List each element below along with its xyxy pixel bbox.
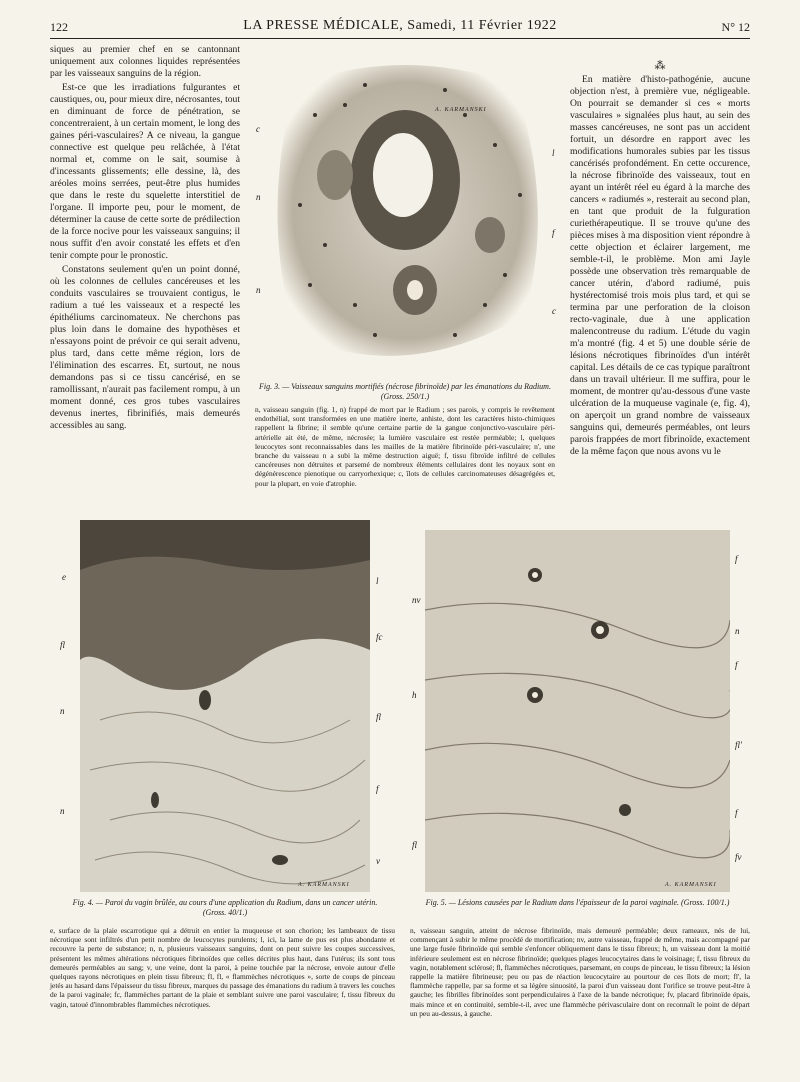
- figure-3-label: n: [256, 285, 261, 295]
- figure-4-artist: A. KARMANSKI: [298, 882, 350, 888]
- figure-4-label: f: [376, 784, 379, 794]
- figure-5-label: f: [735, 660, 738, 670]
- figure-4-label: n: [60, 806, 65, 816]
- figure-4-label: fl: [376, 712, 382, 722]
- right-paragraph: En matière d'histo-pathogénie, aucune objection n'est, à première vue, négligeable. On pourrait se demander si ces « morts vasculaires » signalées plus haut, au sein des masses cancéreuses, ne sont pas un accident fortuit, un désordre en rapport avec les modifications humorales subies par les tissus cancérisés profondément. En cette occurence, la nécrose fibrinoïde des vaisseaux, tout en ayant un intérêt réel eu égard à la marche des cancers « radiumés », resterait au second plan, en tant que produit de la fulguration curiethérapeutique. Il se trouve qu'une des pièces mises à ma disposition vient répondre à cette objection et éclairer largement, me semble-t-il, le problème. Mon ami Jayle possède une observation très remarquable de cancer utérin, d'abord radiumé, puis hystérectomisé trois mois plus tard, et qui se termina par une perforation de la cloison recto-vaginale, due à une application malencontreuse du radium. L'étude du vagin m'a montré (fig. 4 et 5) une double série de lésions nécrotiques fibrinoïdes d'un intérêt capital. Les détails de ce cas typique paraîtront dans un travail ultérieur. Il me suffira, pour le moment, de montrer qu'au-dessous d'une vaste ulcération de la muqueuse vaginale (e, fig. 4), on aperçoit un grand nombre de vaisseaux sanguins qui, demeurés perméables, ont leurs parois frappées de mort fibrinoïde, exactement de la même façon que nous avons vu le: [570, 74, 750, 457]
- figure-5-label: nv: [412, 595, 421, 605]
- figure-3-caption: Fig. 3. — Vaisseaux sanguins mortifiés (nécrose fibrinoïde) par les émanations du Radium. (Gross. 250/1.): [259, 382, 551, 401]
- figure-3-label: n: [256, 192, 261, 202]
- figure-3-artist: A. KARMANSKI: [435, 107, 487, 113]
- figure-5-label: f: [735, 554, 738, 564]
- figure-4-image: [80, 520, 370, 892]
- figure-4-label: v: [376, 856, 380, 866]
- figure-4-drawing: [80, 520, 370, 892]
- figure-5-label: fl': [735, 740, 742, 750]
- issue-number: N° 12: [721, 20, 750, 34]
- left-paragraph: Constatons seulement qu'en un point donné, où les colonnes de cellules cancéreuses et les conduits vasculaires se trouvaient contigus, le radium a tué les vaisseaux et a respecté les épithéliums carcinomateux. Ne cherchons pas plus loin dans le domaine des hypothèses et n'essayons point de prévoir ce qui serait advenu, plus tard, dans cette même région, lors de l'élimination des escarres. Et, surtout, ne nous demandons pas si ce tissu cancérisé, en se ramollissant, n'aurait pas facilement rompu, à un moment donné, ces gros tubes vasculaires devenus inertes, fibrinifiés, mais demeurés accessibles au sang.: [50, 264, 240, 431]
- figure-5-label: fv: [735, 852, 742, 862]
- header-rule: [50, 38, 750, 39]
- figure-5-drawing: [425, 530, 730, 892]
- figure-4-label: fc: [376, 632, 383, 642]
- figure-3-legend: n, vaisseau sanguin (fig. 1, n) frappé de mort par le Radium ; ses parois, y compris le revêtement endothélial, sont transformées en une matière inerte, anhiste, dont les caractères histo-chimiques rappellent la fibrine; il semble qu'une certaine partie de la gangue conjonctivo-vasculaire péri-artérielle ait été, de même, nécrosée; la lumière vasculaire est restée perméable; l, quelques leucocytes sont reconnaissables dans les mailles de la matière fibrinoïde péri-vasculaire; n', une branche du vaisseau n a subi la même destruction aiguë; f, tissu fibroïde infiltré de cellules cancéreuses non détruites et parsemé de nombreux éléments cellulaires dont les noyaux sont en dégénérescence pienotique ou carryorhexique; c, îlots de cellules carcinomateuses désagrégées et, pour la plupart, en voie d'atrophie.: [255, 405, 555, 488]
- figure-4-label: n: [60, 706, 65, 716]
- figure-5-image: [425, 530, 730, 892]
- figure-5-label: h: [412, 690, 417, 700]
- figure-3-drawing: [255, 45, 555, 375]
- left-column: [50, 44, 240, 434]
- journal-title: LA PRESSE MÉDICALE, Samedi, 11 Février 1922: [243, 18, 557, 33]
- figure-5-label: n: [735, 626, 740, 636]
- figure-4-caption: Fig. 4. — Paroi du vagin brûlée, au cours d'une application du Radium, dans un cancer utérin. (Gross. 40/1.): [72, 898, 378, 917]
- figure-3-image: [255, 45, 555, 375]
- figure-5-caption: Fig. 5. — Lésions causées par le Radium dans l'épaisseur de la paroi vaginale. (Gross. 100/1.): [425, 898, 730, 907]
- figure-5-label: fl: [412, 840, 418, 850]
- page-number: 122: [50, 20, 68, 34]
- page-header: [50, 18, 750, 38]
- figure-5-label: f: [735, 808, 738, 818]
- figure-4-legend: e, surface de la plaie escarrotique qui a détruit en entier la muqueuse et son chorion; les lambeaux de tissu nécrotique sont infiltrés d'un petit nombre de leucocytes purulents; l, ici, la lame de pus est plus abondante et recouvre la perte de substance; n, n, plusieurs vaisseaux sanguins, dont on peut suivre les coupes successives, présentent les mêmes altérations nécrotiques fibrinoïdes que celles décrites plus haut, dans l'utérus; ils sont tous demeurés perméables au sang; v, une veine, dont la paroi, à peine touchée par la nécrose, envoie autour d'elle quelques rayons nécrotiques en plein tissu fibreux; fl, fl, « flammèches nécrotiques », sorte de coups de pinceau jetés au hasard dans l'épaisseur du tissu fibreux, marques du passage des émanations du radium à travers les couches de la paroi vaginale; fc, flammèches partant de la plaie et semblant suivre une paroi vasculaire; f, tissu fibreux du vagin, tatoué d'innombrables flammèches nécrotiques.: [50, 926, 395, 1009]
- figure-3-label: f: [552, 228, 555, 238]
- figure-3-label: c: [256, 124, 260, 134]
- figure-3-label: c: [552, 306, 556, 316]
- right-column: [570, 60, 750, 460]
- figure-4-label: e: [62, 572, 66, 582]
- figure-5-legend: n, vaisseau sanguin, atteint de nécrose fibrinoïde, mais demeuré perméable; deux rameaux, nés de lui, commençant à subir le même procédé de mortification; nv, autre vaisseau, frappé de même, mais accompagné par une large fusée fibrinoïde qui semble s'enfoncer obliquement dans le tissu fibreux; h, un vaisseau dont la moitié inférieure seulement est en nécrose fibrinoïde; quelques plages leucocytaires dans le voisinage; f, tissu fibreux du vagin, notablement sclérosé; fl, flammèches nécrotiques, parsemant, en coups de pinceau, le tissu fibreux; la lésion rappelle la matière fibrineuse; peu ou pas de réaction leucocytaire au pourtour de ces îlots de mort; fl', la flammèche rappelle, par sa forme et sa légère sinuosité, la paroi d'un vaisseau dont l'orifice se trouve peut-être à gauche; les fibrilles fibrinoïdes sont perpendiculaires à l'axe de la bande nécrotique; fv, placard fibrinoïde épais, mais mince et en continuité, semble-t-il, avec une flammèche périvasculaire dont on reconnaît le point de départ un peu au-dessus, à gauche.: [410, 926, 750, 1018]
- left-paragraph: siques au premier chef en se cantonnant uniquement aux colonnes liquides représentées par les vaisseaux sanguins de la région.: [50, 44, 240, 79]
- section-separator: ⁂: [654, 60, 666, 72]
- figure-5-artist: A. KARMANSKI: [665, 882, 717, 888]
- left-paragraph: Est-ce que les irradiations fulgurantes et caustiques, ou, pour mieux dire, nécrosantes, tout en diminuant de force de pénétration, se concentreraient, à un certain moment, le long des gaines péri-vasculaires? A ce niveau, la gangue connective est quelque peu relâchée, à l'état normal et, comme on le sait, soumise à d'incessants glissements; elle dessine, là, des aréoles moins serrées, peut-être plus humides que dans le reste du squelette interstitiel de l'organe. Il importe peu, pour le moment, de déterminer la cause de cette sorte de prédilection de la force nocive pour les vaisseaux sanguins; il nous suffit d'en avoir constaté les effets et d'en tenir compte pour le pronostic.: [50, 82, 240, 261]
- figure-4-label: l: [376, 576, 379, 586]
- figure-4-label: fl: [60, 640, 66, 650]
- figure-3-label: l: [552, 148, 555, 158]
